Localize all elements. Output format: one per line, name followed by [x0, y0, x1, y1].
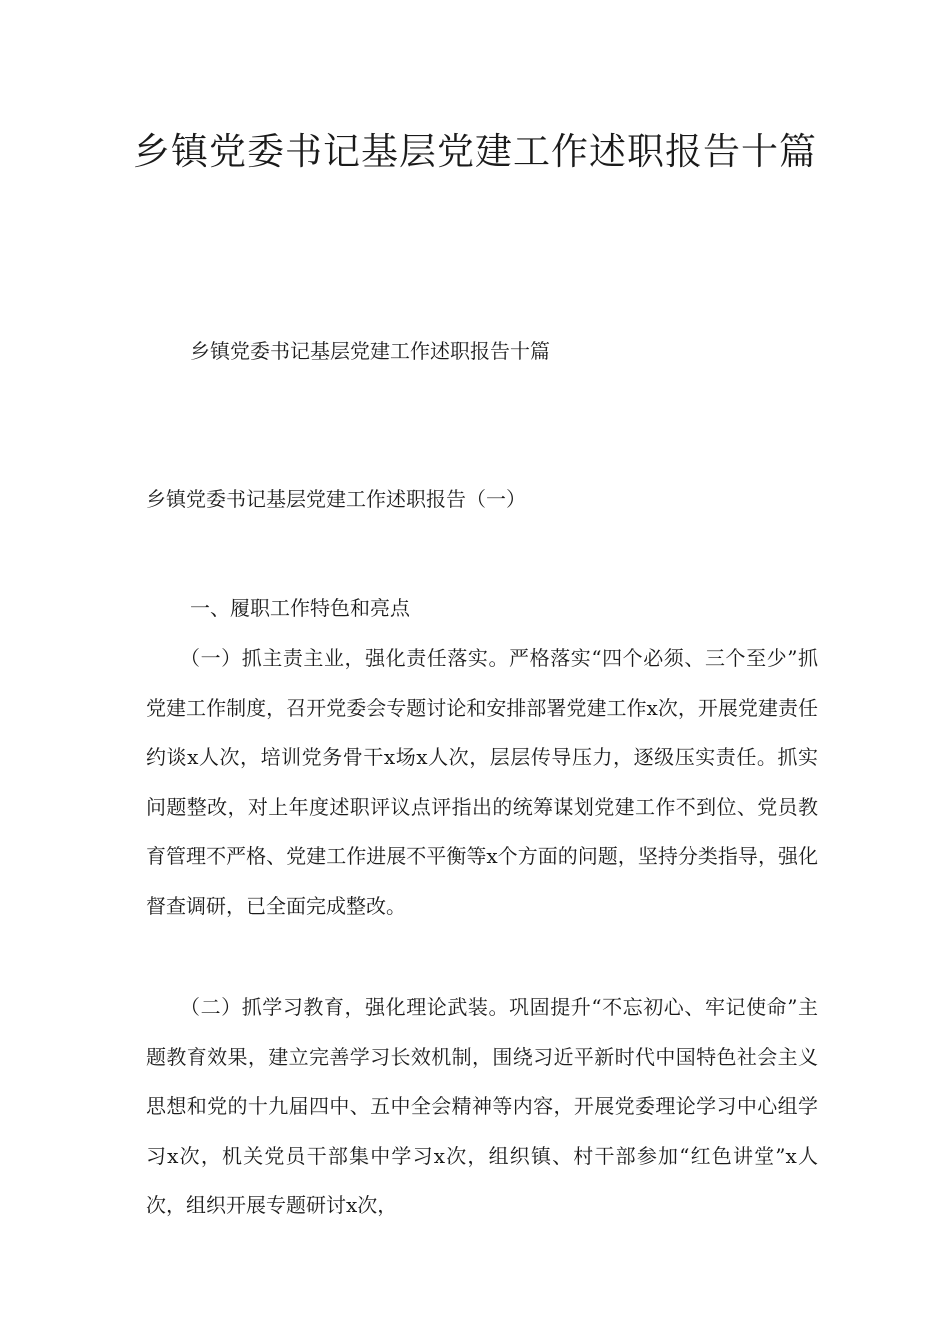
body-paragraph: （一）抓主责主业，强化责任落实。严格落实“四个必须、三个至少”抓党建工作制度，召开党委会专题讨论和安排部署党建工作x次，开展党建责任约谈x人次，培训党务骨干x场x人次，层层传导压力，逐级压实责任。抓实问题整改，对上年度述职评议点评指出的统筹谋划党建工作不到位、党员教育管理不严格、党建工作进展不平衡等x个方面的问题，坚持分类指导，强化督查调研，已全面完成整改。	[146, 646, 818, 918]
section-heading: 一、履职工作特色和亮点	[190, 596, 410, 620]
report-heading: 乡镇党委书记基层党建工作述职报告（一）	[146, 487, 526, 511]
document-subtitle: 乡镇党委书记基层党建工作述职报告十篇	[190, 339, 550, 363]
document-title: 乡镇党委书记基层党建工作述职报告十篇	[133, 130, 817, 173]
body-paragraph: （二）抓学习教育，强化理论武装。巩固提升“不忘初心、牢记使命”主题教育效果，建立完善学习长效机制，围绕习近平新时代中国特色社会主义思想和党的十九届四中、五中全会精神等内容，开展党委理论学习中心组学习x次，机关党员干部集中学习x次，组织镇、村干部参加“红色讲堂”x人次，组织开展专题研讨x次，	[146, 995, 818, 1218]
